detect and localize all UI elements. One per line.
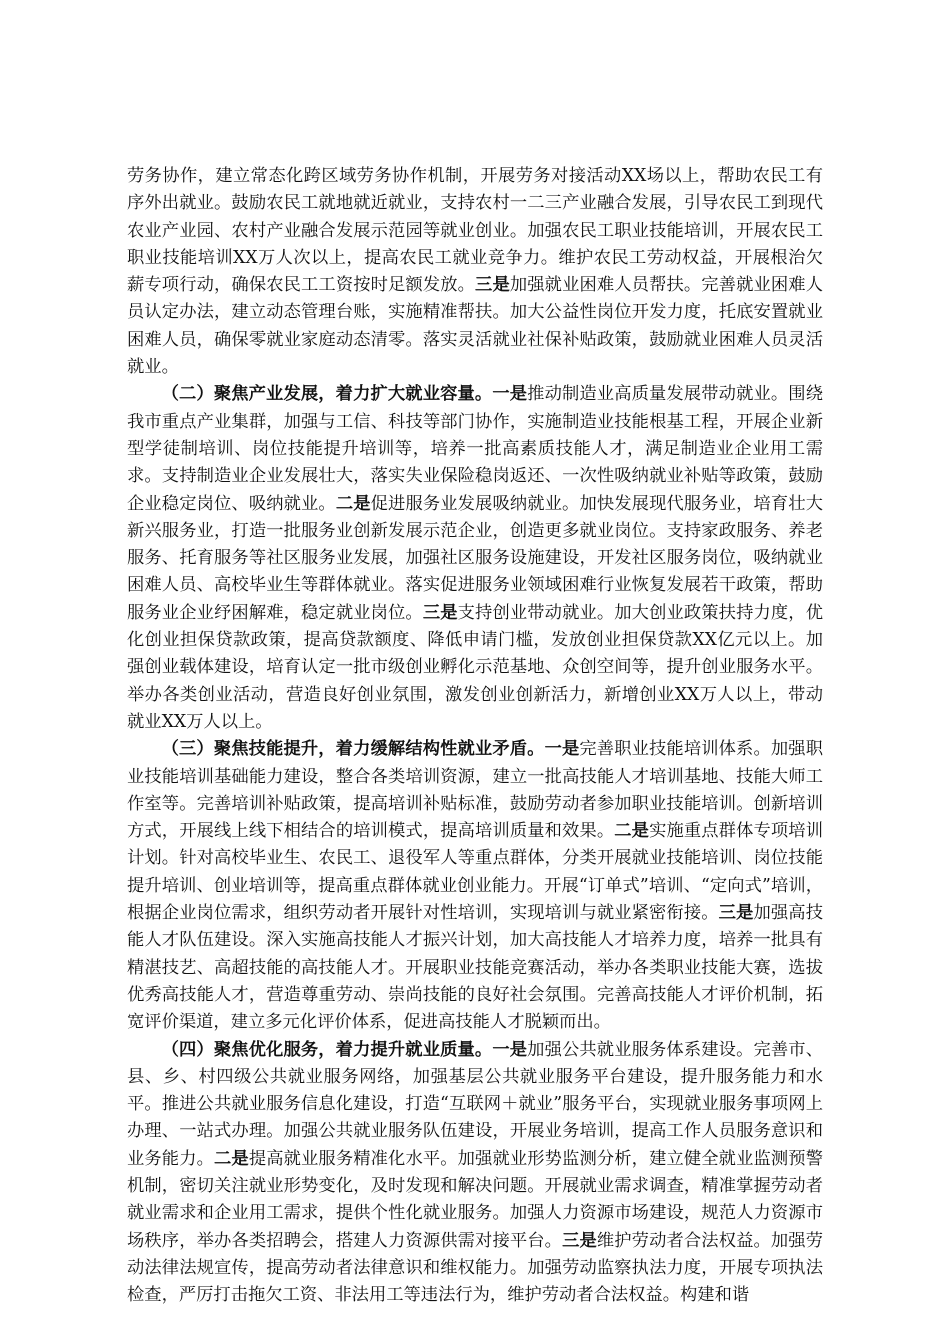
paragraph-section-2 xyxy=(127,381,823,736)
paragraph-section-3 xyxy=(127,736,823,1036)
bold-marker: 三是 xyxy=(562,1230,597,1251)
section-heading: （四）聚焦优化服务，着力提升就业质量。 xyxy=(161,1039,493,1060)
paragraph-text: 维护劳动者合法权益。加强劳动法律法规宣传，提高劳动者法律意识和维权能力。加强劳动监察执法力度，开展专项执法检查，严厉打击拖欠工资、非法用工等违法行为，维护劳动者合法权益。构建和谐 xyxy=(127,1230,823,1306)
bold-marker: 一是 xyxy=(492,1039,528,1060)
paragraph-text: 支持创业带动就业。加大创业政策扶持力度，优化创业担保贷款政策，提高贷款额度、降低申请门槛，发放创业担保贷款XX亿元以上。加强创业载体建设，培育认定一批市级创业孵化示范基地、众创空间等，提升创业服务水平。举办各类创业活动，营造良好创业氛围，激发创业创新活力，新增创业XX万人以上，带动就业XX万人以上。 xyxy=(127,602,823,732)
paragraph-text: 提高就业服务精准化水平。加强就业形势监测分析，建立健全就业监测预警机制，密切关注就业形势变化，及时发现和解决问题。开展就业需求调查，精准掌握劳动者就业需求和企业用工需求，提供个性化就业服务。加强人力资源市场建设，规范人力资源市场秩序，举办各类招聘会，搭建人力资源供需对接平台。 xyxy=(127,1148,823,1251)
bold-marker: 二是 xyxy=(214,1148,249,1169)
paragraph-section-4 xyxy=(127,1037,823,1310)
document-body xyxy=(127,163,823,1309)
paragraph-text: 加强就业困难人员帮扶。完善就业困难人员认定办法，建立动态管理台账，实施精准帮扶。加大公益性岗位开发力度，托底安置就业困难人员，确保零就业家庭动态清零。落实灵活就业社保补贴政策，鼓励就业困难人员灵活就业。 xyxy=(127,275,823,378)
bold-marker: 三是 xyxy=(475,275,510,296)
paragraph-text: 完善职业技能培训体系。加强职业技能培训基础能力建设，整合各类培训资源，建立一批高技能人才培训基地、技能大师工作室等。完善培训补贴政策，提高培训补贴标准，鼓励劳动者参加职业技能培训。创新培训方式，开展线上线下相结合的培训模式，提高培训质量和效果。 xyxy=(127,739,823,842)
paragraph-text: 劳务协作，建立常态化跨区域劳务协作机制，开展劳务对接活动XX场以上，帮助农民工有序外出就业。鼓励农民工就地就近就业，支持农村一二三产业融合发展，引导农民工到现代农业产业园、农村产业融合发展示范园等就业创业。加强农民工职业技能培训，开展农民工职业技能培训XX万人次以上，提高农民工就业竞争力。维护农民工劳动权益，开展根治欠薪专项行动，确保农民工工资按时足额发放。 xyxy=(127,166,823,296)
bold-marker: 三是 xyxy=(718,903,754,924)
bold-marker: 二是 xyxy=(335,493,371,514)
paragraph-text: 实施重点群体专项培训计划。针对高校毕业生、农民工、退役军人等重点群体，分类开展就业技能培训、岗位技能提升培训、创业培训等，提高重点群体就业创业能力。开展“订单式”培训、“定向式”培训，根据企业岗位需求，组织劳动者开展针对性培训，实现培训与就业紧密衔接。 xyxy=(127,821,823,924)
paragraph-continuation xyxy=(127,163,823,381)
paragraph-text: 促进服务业发展吸纳就业。加快发展现代服务业，培育壮大新兴服务业，打造一批服务业创新发展示范企业，创造更多就业岗位。支持家政服务、养老服务、托育服务等社区服务业发展，加强社区服务设施建设，开发社区服务岗位，吸纳就业困难人员、高校毕业生等群体就业。落实促进服务业领域困难行业恢复发展若干政策，帮助服务业企业纾困解难，稳定就业岗位。 xyxy=(127,493,823,623)
bold-marker: 二是 xyxy=(614,821,650,842)
section-heading: （二）聚焦产业发展，着力扩大就业容量。 xyxy=(161,384,493,405)
paragraph-text: 推动制造业高质量发展带动就业。围绕我市重点产业集群，加强与工信、科技等部门协作，实施制造业技能根基工程，开展企业新型学徒制培训、岗位技能提升培训等，培养一批高素质技能人才，满足制造业企业用工需求。支持制造业企业发展壮大，落实失业保险稳岗返还、一次性吸纳就业补贴等政策，鼓励企业稳定岗位、吸纳就业。 xyxy=(127,384,823,514)
section-heading: （三）聚焦技能提升，着力缓解结构性就业矛盾。 xyxy=(161,739,545,760)
bold-marker: 三是 xyxy=(422,602,458,623)
bold-marker: 一是 xyxy=(544,739,580,760)
bold-marker: 一是 xyxy=(492,384,528,405)
paragraph-text: 加强公共就业服务体系建设。完善市、县、乡、村四级公共就业服务网络，加强基层公共就业服务平台建设，提升服务能力和水平。推进公共就业服务信息化建设，打造“互联网＋就业”服务平台，实现就业服务事项网上办理、一站式办理。加强公共就业服务队伍建设，开展业务培训，提高工作人员服务意识和业务能力。 xyxy=(127,1039,823,1169)
paragraph-text: 加强高技能人才队伍建设。深入实施高技能人才振兴计划，加大高技能人才培养力度，培养一批具有精湛技艺、高超技能的高技能人才。开展职业技能竞赛活动，举办各类职业技能大赛，选拔优秀高技能人才，营造尊重劳动、崇尚技能的良好社会氛围。完善高技能人才评价机制，拓宽评价渠道，建立多元化评价体系，促进高技能人才脱颖而出。 xyxy=(127,903,823,1033)
